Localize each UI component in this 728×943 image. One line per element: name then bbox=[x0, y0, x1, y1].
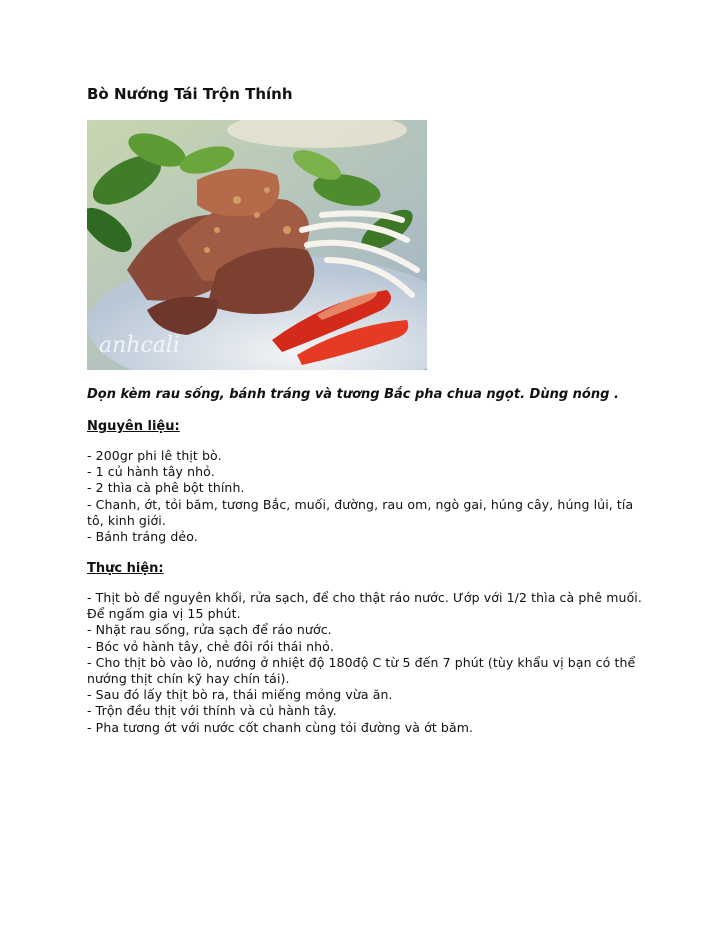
list-item: - Chanh, ớt, tỏi băm, tương Bắc, muối, đường, rau om, ngò gai, húng cây, húng lủi, tía tô, kinh giới. bbox=[87, 496, 634, 528]
list-item: - Bánh tráng dẻo. bbox=[87, 529, 198, 545]
dish-photo bbox=[87, 120, 427, 370]
recipe-title: Bò Nướng Tái Trộn Thính bbox=[87, 85, 293, 103]
list-item: - 200gr phi lê thịt bò. bbox=[87, 448, 222, 463]
list-item: - Nhặt rau sống, rửa sạch để ráo nước. bbox=[87, 622, 332, 638]
steps-list bbox=[87, 590, 647, 736]
list-item: - Sau đó lấy thịt bò ra, thái miếng mỏng vừa ăn. bbox=[87, 687, 393, 703]
list-item: - 1 củ hành tây nhỏ. bbox=[87, 464, 215, 480]
list-item: - Trộn đều thịt với thính và củ hành tây. bbox=[87, 703, 337, 719]
list-item: - Cho thịt bò vào lò, nướng ở nhiệt độ 180độ C từ 5 đến 7 phút (tùy khẩu vị bạn có thể nướng thịt chín kỹ hay chín tái). bbox=[87, 654, 636, 687]
ingredients-list bbox=[87, 448, 647, 545]
list-item: - 2 thìa cà phê bột thính. bbox=[87, 480, 245, 496]
ingredients-heading: Nguyên liệu: bbox=[87, 419, 180, 434]
watermark-logo: anhcali bbox=[99, 333, 180, 358]
list-item: - Bóc vỏ hành tây, chẻ đôi rồi thái nhỏ. bbox=[87, 638, 334, 654]
list-item: - Pha tương ớt với nước cốt chanh cùng tỏi đường và ớt băm. bbox=[87, 719, 474, 735]
list-item: - Thịt bò để nguyên khối, rửa sạch, để cho thật ráo nước. Ướp với 1/2 thìa cà phê muối. Để ngấm gia vị 15 phút. bbox=[87, 590, 642, 622]
serving-note: Dọn kèm rau sống, bánh tráng và tương Bắc pha chua ngọt. Dùng nóng . bbox=[87, 387, 619, 402]
steps-heading: Thực hiện: bbox=[87, 561, 164, 576]
